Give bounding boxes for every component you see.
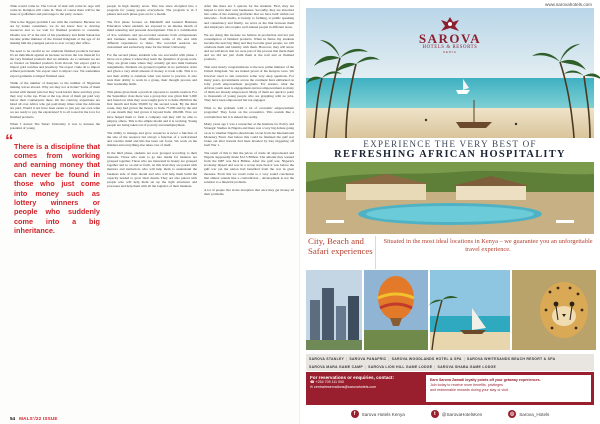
- email-address[interactable]: ✉ centralreservations@sarovahotels.com: [310, 385, 377, 389]
- paragraph: For the second phase, students who are successful with phase 1 move on to phase 2 where they learn the dynamics of group work. They are given tasks where they actually get into mini business assignments. Students are grouped together in no particular order and given a very small amount of money to trade with. This is to test their ability to translate what was learnt to practice. It also tests their ability to work in a group, their thought process and their leadership skills.: [107, 52, 197, 86]
- headline-banner: [306, 138, 594, 160]
- hero-image: [306, 8, 594, 138]
- location-text: Situated in the most ideal locations in Kenya – we guarantee you an unforgettable travel experience.: [383, 238, 593, 253]
- paragraph: In the third phase, students are now grouped according to their interests. Those who want to go into media for instance are grouped together. Those who are interested in beauty are grouped together and so on and so forth. At this level they are paired with mentors and instructors who will help them to understand the business side of their dream and who will help them build the capacity needed to grow their dream. They are also paired with people who will help them set up the right structures and processes and help them with all the logistics of their business.: [107, 150, 197, 189]
- logo-country: KENYA: [443, 50, 457, 55]
- beach-photo: [430, 270, 510, 350]
- pull-quote-text: There is a discipline that comes from working and earning money that can never be found in those who just come into money such as lottery winners or people who suddenly come into a big inheritance.: [14, 141, 100, 236]
- contact-title: For reservations or enquiries, contact:: [310, 375, 394, 380]
- property-item[interactable]: SAROVA LION HILL GAME LODGE |: [368, 365, 436, 369]
- headline-line-1: EXPERIENCE THE VERY BEST OF: [363, 139, 537, 149]
- paragraph: This phase gives them a practical exposure to wealth creation. For the September class there was a group that was given Ksh 5,000 and found out what they were taught grew it to Kshs 28,000 in the first month and Kshs 58,000 by the second week. By the third week, they had grown the money to Kshs 77,000 and by the end of one month they had grown it beyond Kshs 100,000. Now we have helped them to form a company and they will be able to employ others. This is the simple model and it is working. Young people are being taken out of poverty and unemployment.: [107, 89, 197, 127]
- loyalty-promo: [426, 375, 591, 402]
- experiences-text: City, Beach and Safari experiences: [308, 236, 373, 257]
- lodge-pool-illustration: [306, 162, 594, 234]
- social-twitter[interactable]: [431, 410, 482, 418]
- properties-bar: [306, 354, 594, 371]
- logo-wordmark: SAROVA: [418, 31, 482, 46]
- phone-number[interactable]: ☎ +254 709 111 000: [310, 380, 345, 385]
- page-footer: [10, 416, 58, 421]
- paragraph: That said, hearty congratulations to the new prime minister of the United Kingdom. We are indeed proud of his Kenyan roots. We however need to ask ourselves some very deep questions. For many years, governments across the continent have embarked on lofty youth empowerment programs. For starters, what the African youth need is engagement and not empowerment as many of them are already empowered. Many of them are quick to point to thousands of young people who are grappling with no jobs. They have been empowered but not engaged.: [204, 65, 294, 103]
- property-item[interactable]: SAROVA PANAFRIC |: [349, 357, 390, 361]
- property-item[interactable]: SAROVA WHITESANDS BEACH RESORT & SPA: [466, 357, 556, 361]
- reservations-contact: [306, 372, 426, 405]
- contact-bar: [306, 372, 594, 405]
- logo-subtitle: HOTELS & RESORTS: [422, 45, 478, 50]
- property-item[interactable]: SAROVA STANLEY |: [309, 357, 348, 361]
- balloon-photo: [364, 270, 428, 350]
- twitter-icon: t: [431, 410, 439, 418]
- beach-dhow-illustration: [430, 270, 510, 350]
- quote-mark-icon: “: [5, 130, 14, 150]
- social-links: [306, 407, 594, 421]
- hot-air-balloon-illustration: [364, 270, 428, 350]
- promo-line-3: and redeemable rewards during your stay or visit.: [430, 387, 509, 392]
- article-column-3: [204, 4, 294, 412]
- paragraph: When I started The Smart University it was to harness the potential of young: [10, 122, 100, 131]
- lodge-photo: [306, 162, 594, 234]
- city-illustration: [306, 270, 362, 350]
- experiences-tagline: [306, 236, 376, 269]
- property-item[interactable]: SAROVA SHABA GAME LODGE: [437, 365, 497, 369]
- tagline-section: [306, 236, 594, 269]
- pull-quote: [5, 130, 100, 236]
- paragraph: We need to be careful as we celebrate finished products because it's an indictment against us because we have the raw material for the very finished products that we emulate. As a continent we are so fixated on finished products from abroad. We export gold to import gold watches and jewellery. We export crude oil to import refined petroleum. We export steel to import cars. We sometimes export garments to import finished ones.: [10, 48, 100, 78]
- website-url[interactable]: www.sarovahotels.com: [545, 2, 592, 7]
- paragraph: What is the problem with a lot of economic empowerment programs? They focus on the economics. This sounds like a contradiction but it is indeed the reality.: [204, 106, 294, 119]
- issue-label: MALS’/22 ISSUE: [19, 416, 58, 421]
- paragraph: people in high density areas. This has since morphed into a program for young people everywhere. The program is in 3 phases and each phase goes on for a month.: [107, 4, 197, 17]
- promo-line-2: Join today to receive more benefits, privileges: [430, 382, 503, 387]
- article-column-1: [5, 4, 100, 412]
- property-item[interactable]: SAROVA WOODLANDS HOTEL & SPA |: [391, 357, 465, 361]
- cheetah-illustration: [512, 270, 596, 350]
- social-instagram[interactable]: [508, 410, 549, 418]
- headline-line-2: REFRESHING AFRICAN HOSPITALITY: [334, 149, 566, 160]
- paragraph: The ability to manage and grow resources is never a function of the size of the resource but always a function of a well-trained and creative mind and this has been our focus. We work on the mindset and everything else takes care of itself.: [107, 130, 197, 148]
- paragraph: Tithe would come in. The Colour of skin will come in. Age will come in. Religion will come in. Then of course there will be the issue of godfathers and patronage to the party owners.: [10, 4, 100, 17]
- paragraph: After this there are 3 options for the students. First, they are helped to start their own businesses. Secondly, they are absorbed into some of the existing platforms that we have built within our networks - from media, to beauty, to farming, to public speaking and consultancy and finally, we serve as the link between them and employers who require well-trained people in different areas.: [204, 4, 294, 29]
- paragraph: The result of this is that the prices of crude oil skyrocketed and Nigeria supposedly made $12.5 Billion. The amount they wanted from the IMF was $2.4 Billion. After the gulf war, Nigeria's economy dipped and was in a worse state than it was before the gulf war yet the nation had benefited from the war in great measure. From this we could come to a very sound conclusion that almost sounds like a contradiction - development is not the solution to a financial problem.: [204, 150, 294, 184]
- facebook-icon: f: [351, 410, 359, 418]
- paragraph: A lot of people live in the deception that once they get money all their problems: [204, 187, 294, 196]
- sarova-logo: [306, 16, 594, 54]
- paragraph: Think of the number of Kenyans or the number of Nigerians making waves abroad. Why are they not at home? Some of them started with menial jobs but they work harder there and they grow they way to the top. Even at the top, most of them get paid way below their counterparts there. On the contrary, expatriates are hired all over Africa who get paid many times what the Africans are paid. Would it not have been easier to just pay our own what we are ready to pay the expatriates? It is all rooted in the love for finished products.: [10, 81, 100, 119]
- advert-page: [300, 0, 600, 424]
- paragraph: The first phase focuses on Mindshift and General Business Education where students are exposed to an intense month of mind renewing and personal development. This is a combination of live webinars and pre-recorded sessions from entrepreneurs and business leaders from different walks of life and with different experiences to share. The recorded sessions are customised and exclusively done for the Smart University.: [107, 20, 197, 49]
- location-tagline: [382, 238, 594, 254]
- cheetah-photo: [512, 270, 596, 350]
- social-label: Sarova_Hotels: [519, 411, 550, 417]
- paragraph: Many years ago I was a researcher at the Institute for Policy and Strategic Studies in Nigeria and there was a very big debate going on as to whether Nigeria should take a loan from the International Monetary Fund. Just before this could be finalised the gulf war broke out after Kuwait had been invaded by Iraq triggering off Gulf War 1.: [204, 122, 294, 148]
- article-column-2: [107, 4, 197, 412]
- article-columns: [5, 4, 294, 412]
- social-label: @SarovaHotelsKen: [441, 411, 483, 417]
- sarova-emblem-icon: [439, 16, 461, 32]
- photo-strip: [306, 270, 594, 350]
- property-item[interactable]: SAROVA MARA GAME CAMP |: [309, 365, 367, 369]
- instagram-icon: ◎: [510, 411, 515, 417]
- properties-list: [306, 354, 594, 372]
- paragraph: This is the biggest problem I see with the continent. Because we are by nature consumers, we do not know how to develop resources and so we wait for finished products to consume. Obama was 47 at the start of his presidency and Kishi Sanak has become prime minister of the United Kingdom at the age of 42 making him the youngest person to ever occupy that office.: [10, 20, 100, 45]
- social-facebook[interactable]: [351, 410, 405, 418]
- paragraph: We are doing this because we believe in production and not just consumption of finished products. When in future my students become the next big thing and they become great people, we will celebrate them and identity with them. However, they will know and we will know that we were part of the process that made them and we did not just claim them at the trail end as finished products.: [204, 32, 294, 62]
- promo-title: Earn Sarova Zawadi loyalty points off your getaway experiences.: [430, 378, 541, 382]
- page-number: 54: [10, 416, 16, 421]
- city-photo: [306, 270, 362, 350]
- social-label: Sarova Hotels Kenya: [361, 411, 405, 417]
